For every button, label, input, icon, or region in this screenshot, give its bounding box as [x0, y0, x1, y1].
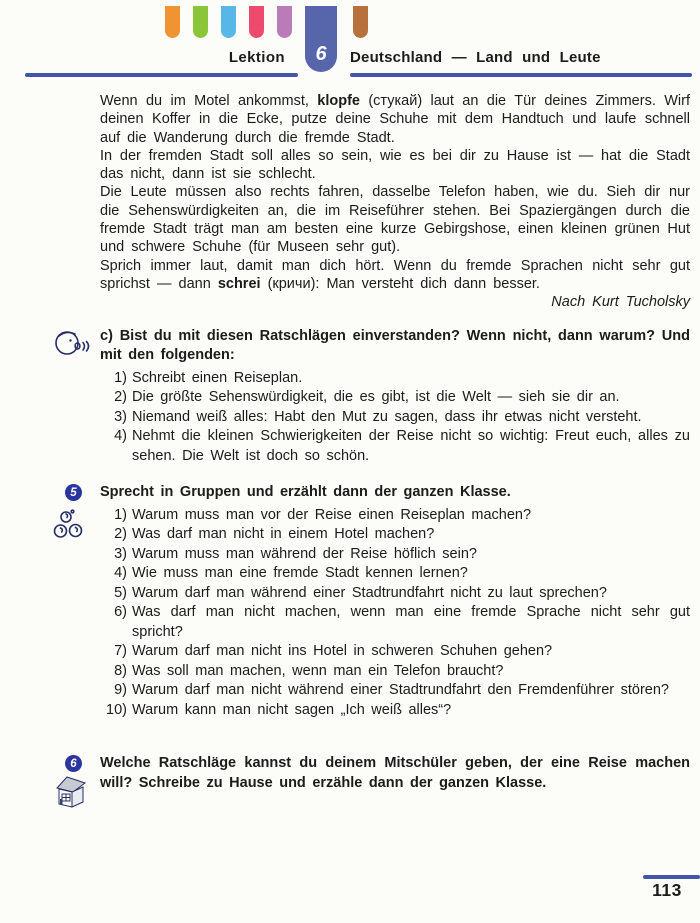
- item-text: Die größte Sehenswürdigkeit, die es gibt, ist die Welt — sieh sie dir an.: [132, 389, 620, 406]
- homework-house-icon: [56, 775, 86, 809]
- color-bar: [249, 6, 264, 38]
- item-text: Was soll man machen, wenn man ein Telefon braucht?: [132, 662, 504, 679]
- paragraph: [100, 183, 690, 256]
- text-segment: (кричи): Man versteht dich dann besser.: [260, 275, 540, 292]
- task-5-gutter: [55, 483, 100, 720]
- lektion-label: Lektion: [228, 49, 285, 66]
- color-bar: [165, 6, 180, 38]
- list-item: [100, 662, 690, 682]
- header-rule-left: [25, 73, 298, 77]
- paragraph: [100, 257, 690, 294]
- paragraph: [100, 147, 690, 184]
- item-text: Warum darf man nicht ins Hotel in schweren Schuhen gehen?: [132, 643, 553, 660]
- task-5-number: 5: [70, 486, 77, 499]
- item-number: 1): [114, 506, 127, 523]
- task-c-section: [55, 327, 690, 467]
- color-bar: [277, 6, 292, 38]
- reading-section: [55, 92, 690, 327]
- text-segment: Sprich immer laut, damit man dich hört. Wenn du fremde Sprachen nicht sehr gut sprichst — dann: [100, 257, 690, 292]
- item-number: 1): [114, 369, 127, 386]
- emphasized-word: schrei: [217, 275, 261, 292]
- task-c-prompt-text: Bist du mit diesen Ratschlägen einverstanden? Wenn nicht, dann warum? Und mit den folgenden:: [100, 327, 690, 364]
- item-number: 10): [106, 701, 127, 718]
- list-item: [100, 427, 690, 466]
- group-discussion-icon: [51, 507, 91, 549]
- item-text: Was darf man nicht machen, wenn man eine fremde Sprache nicht sehr gut spricht?: [132, 604, 690, 640]
- task-c-prompt: [100, 327, 690, 366]
- lesson-number-capsule: [305, 6, 337, 72]
- header-rule-right: [350, 73, 692, 77]
- item-number: 3): [114, 408, 127, 425]
- task-6-prompt: Welche Ratschläge kannst du deinem Mitschüler geben, der eine Reise machen will? Schreibe zu Hause und erzähle dann der ganzen Klasse.: [100, 755, 690, 791]
- list-item: [100, 388, 690, 408]
- item-number: 2): [114, 526, 127, 543]
- task-6-body: [100, 754, 690, 793]
- task-5-body: [100, 483, 690, 720]
- task-6-badge: [65, 755, 82, 772]
- item-number: 9): [114, 682, 127, 699]
- item-number: 6): [114, 604, 127, 621]
- list-item: [100, 408, 690, 428]
- text-segment: Die Leute müssen also rechts fahren, dasselbe Telefon haben, wie du. Sieh dir nur die Sehenswürdigkeiten an, die im Reiseführer stehen. Bei Spaziergängen durch die fremde Stadt trägt man am besten eine kurze Gebirgshose, einen kleinen grünen Hut und schwere Schuhe (für Museen sehr gut).: [100, 184, 690, 256]
- page-number: 113: [652, 880, 682, 900]
- footer-rule: [643, 875, 700, 879]
- task-5-section: [55, 483, 690, 720]
- item-text: Warum muss man vor der Reise einen Reiseplan machen?: [132, 506, 532, 523]
- list-item: [100, 506, 690, 526]
- text-segment: In der fremden Stadt soll alles so sein, wie es bei dir zu Hause ist — hat die Stadt das nicht, dann ist sie schlecht.: [100, 147, 690, 183]
- color-bar: [221, 6, 236, 38]
- task-6-section: [55, 754, 690, 793]
- item-text: Niemand weiß alles: Habt den Mut zu sagen, dass ihr etwas nicht versteht.: [132, 408, 642, 425]
- task-6-gutter: [55, 754, 100, 793]
- speaking-head-icon: [53, 327, 91, 359]
- emphasized-word: klopfe: [317, 93, 360, 109]
- task-c-label: c): [100, 327, 113, 344]
- task-6-number: 6: [70, 757, 77, 770]
- item-number: 8): [114, 662, 127, 679]
- list-item: [100, 701, 690, 721]
- task-5-badge: [65, 484, 82, 501]
- task-c-gutter: [55, 327, 100, 467]
- list-item: [100, 584, 690, 604]
- item-text: Warum kann man nicht sagen „Ich weiß alles“?: [132, 701, 452, 718]
- lesson-number: 6: [315, 43, 327, 65]
- task-5-list: [100, 506, 690, 721]
- item-number: 4): [114, 428, 127, 445]
- item-number: 7): [114, 643, 127, 660]
- item-number: 3): [114, 545, 127, 562]
- list-item: [100, 642, 690, 662]
- list-item: [100, 603, 690, 642]
- reading-text: [100, 92, 690, 327]
- text-segment: Wenn du im Motel ankommst,: [100, 93, 318, 109]
- item-text: Warum darf man während einer Stadtrundfahrt nicht zu laut sprechen?: [132, 584, 607, 601]
- list-item: [100, 564, 690, 584]
- list-item: [100, 545, 690, 565]
- item-text: Nehmt die kleinen Schwierigkeiten der Reise nicht so wichtig: Freut euch, alles zu sehen. Die Welt ist doch so schön.: [132, 428, 690, 464]
- item-number: 4): [114, 565, 127, 582]
- list-item: [100, 369, 690, 389]
- author-attribution: Nach Kurt Tucholsky: [551, 294, 690, 311]
- task-c-list: [100, 369, 690, 467]
- item-text: Schreibt einen Reiseplan.: [132, 369, 303, 386]
- item-text: Warum muss man während der Reise höflich sein?: [132, 545, 477, 562]
- text-segment: (стукай) laut an die Tür deines Zimmers. Wirf deinen Koffer in die Ecke, putze deine Schuhe mit dem Handtuch und laufe schnell auf die Wanderung durch die fremde Stadt.: [100, 93, 690, 146]
- list-item: [100, 681, 690, 701]
- list-item: [100, 525, 690, 545]
- reading-gutter: [55, 92, 100, 327]
- chapter-title: Deutschland — Land und Leute: [350, 49, 601, 66]
- task-5-prompt: Sprecht in Gruppen und erzählt dann der ganzen Klasse.: [100, 484, 511, 501]
- color-bar: [353, 6, 368, 38]
- item-number: 2): [114, 389, 127, 406]
- item-number: 5): [114, 584, 127, 601]
- item-text: Warum darf man nicht während einer Stadtrundfahrt den Fremdenführer stören?: [132, 682, 669, 699]
- item-text: Wie muss man eine fremde Stadt kennen lernen?: [132, 565, 468, 582]
- paragraph: [100, 92, 690, 147]
- item-text: Was darf man nicht in einem Hotel machen?: [132, 526, 435, 543]
- page-content: [55, 92, 690, 793]
- task-c-body: [100, 327, 690, 467]
- color-bar: [193, 6, 208, 38]
- color-bar-group: [165, 6, 305, 38]
